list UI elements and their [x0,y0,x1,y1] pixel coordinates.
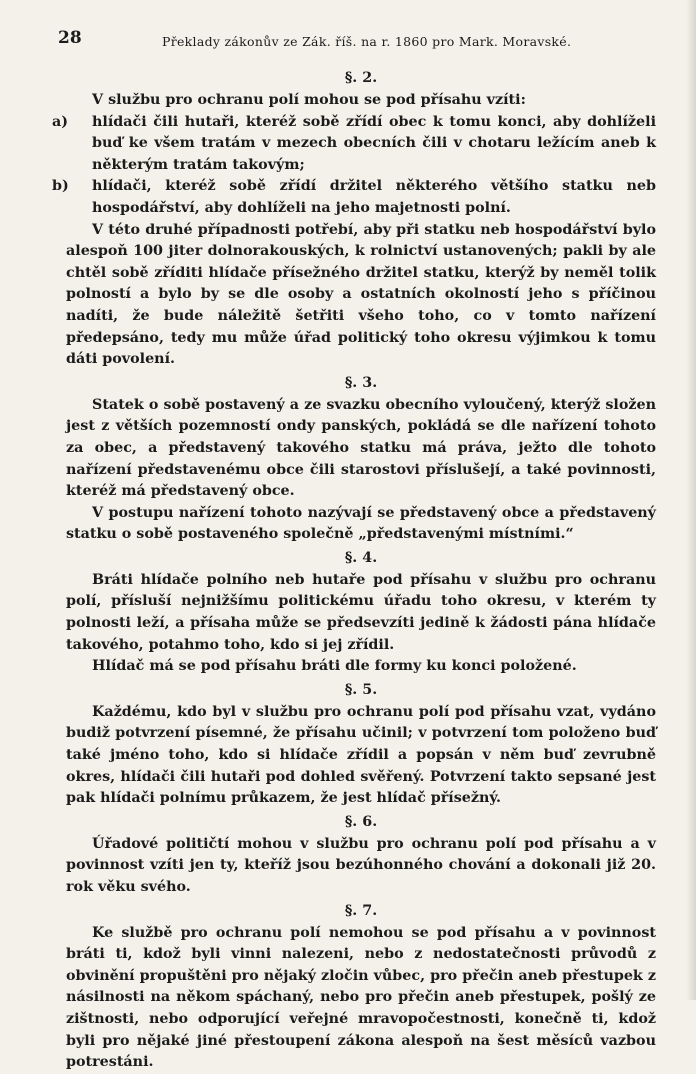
list-item [52,112,656,177]
list-item-label: b) [52,178,69,195]
page-number: 28 [58,28,82,48]
list-item-text: hlídači čili hutaři, kteréž sobě zřídí obec k tomu konci, aby dohlíželi buď ke všem tratám v mezech obecních čili v chotaru ležícím aneb k některým tratám takovým; [92,113,656,173]
paragraph: Bráti hlídače polního neb hutaře pod přísahu v službu pro ochranu polí, přísluší nejnižšímu politickému úřadu toho okresu, v kterém ty polnosti leží, a přísaha může se předsevzíti jedině k žádosti pána hlídače takového, potahmo toho, kdo si jej zřídil. [66,571,656,653]
paragraph: V této druhé případnosti potřebí, aby při statku neb hospodářství bylo alespoň 100 jiter dolnorakouských, k rolnictví ustanovených; pakli by ale chtěl sobě zříditi hlídače přísežného držitel statku, kterýž by neměl tolik polností a bylo by se dle osoby a ostatních okolností jeho s příčinou nadíti, že bude náležitě šetřiti všeho toho, co v tomto nařízení předepsáno, tedy mu může úřad politický toho okresu výjimkou k tomu dáti povolení. [66,221,656,368]
running-header: Překlady zákonův ze Zák. říš. na r. 1860 pro Mark. Moravské. [162,34,572,49]
section-heading: §. 7. [344,902,378,919]
section-heading: §. 2. [344,70,378,86]
list-item-text: hlídači, kteréž sobě zřídí držitel některého většího statku neb hospodářství, aby dohlíželi na jeho majetnosti polní. [92,178,656,216]
section-heading: §. 6. [344,813,378,830]
paragraph: Každému, kdo byl v službu pro ochranu polí pod přísahu vzat, vydáno budiž potvrzení písemné, že přísahu učinil; v potvrzení tom položeno buď také jméno toho, kdo si hlídače zřídil a popsán v něm buď zevrubně okres, hlídači čili hutaři pod dohled svěřený. Potvrzení takto sepsané jest pak hlídači polnímu průkazem, že jest hlídač přísežný. [66,703,656,807]
paragraph: Hlídač má se pod přísahu bráti dle formy ku konci položené. [92,658,577,675]
section-heading: §. 4. [344,549,378,566]
paragraph: Statek o sobě postavený a ze svazku obecního vyloučený, kterýž složen jest z větších pozemností ondy panských, pokládá se dle nařízení tohoto za obec, a představený takového statku má práva, ježto dle tohoto nařízení představenému obce čili starostovi příslušejí, a také povinnosti, kteréž má představený obce. [66,396,656,500]
list-item [52,176,656,219]
paragraph: Ke službě pro ochranu polí nemohou se pod přísahu a v povinnost bráti ti, kdož byli vinni nalezeni, nebo z nedostatečnosti průvodů z obvinění propuštěni pro nějaký zločin vůbec, pro přečin aneb přestupek z násilnosti na někom spáchaný, nebo pro přečin aneb přestupek, pošlý ze zištnosti, nebo odporující veřejné mravopočestnosti, konečně ti, kdož byli pro nějaké jiné přestoupení zákona alespoň na šest měsíců vazbou potrestáni. [66,924,656,1071]
page-edge-shadow [686,0,696,1000]
paragraph: Úřadové političtí mohou v službu pro ochranu polí pod přísahu a v povinnost vzíti jen ty, kteříž jsou bezúhonného chování a dokonali již 20. rok věku svého. [66,835,656,895]
page-body [52,66,656,1074]
paragraph: V službu pro ochranu polí mohou se pod přísahu vzíti: [92,92,526,108]
list-item-label: a) [52,113,69,130]
section-heading: §. 5. [344,681,378,698]
section-heading: §. 3. [344,374,378,391]
paragraph: V postupu nařízení tohoto nazývají se představený obce a představený statku o sobě postaveného společně „představenými místními.“ [66,504,656,543]
